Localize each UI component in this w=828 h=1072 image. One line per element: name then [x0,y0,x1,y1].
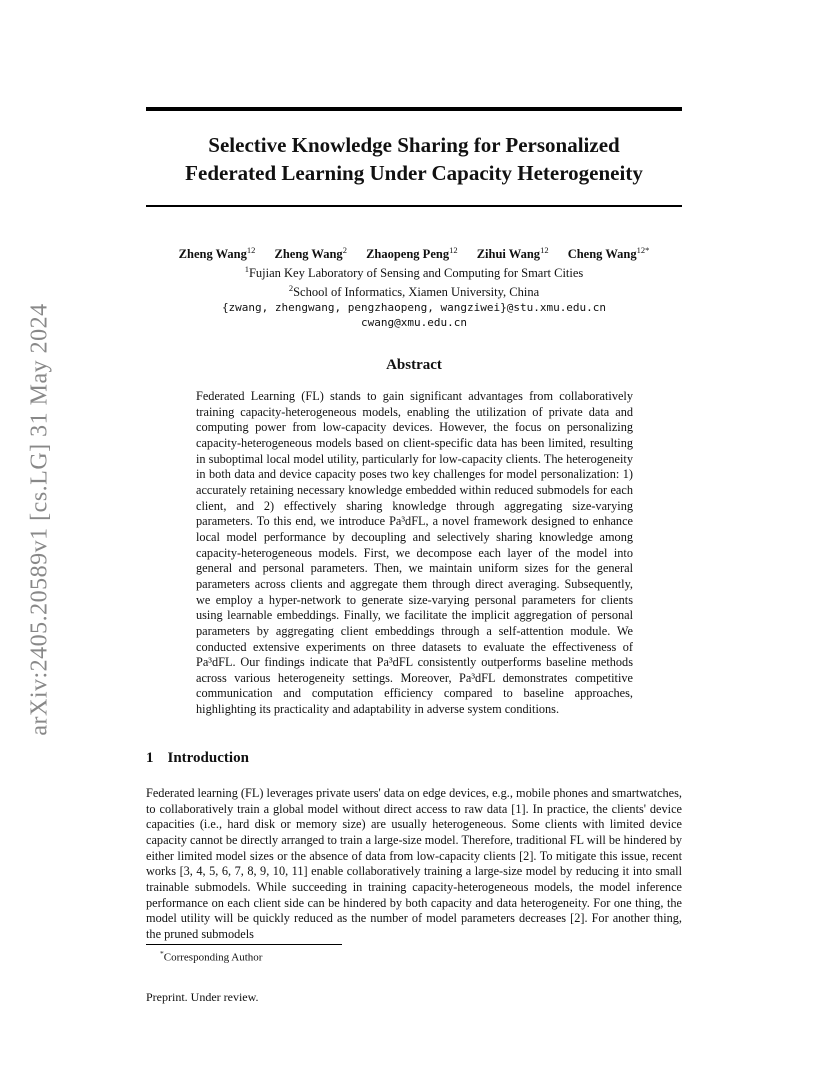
affiliation: $^1$Fujian Key Laboratory of Sensing and Computing for Smart Cities [244,264,584,281]
introduction-text: Federated learning (FL) leverages private users' data on edge devices, e.g., mobile phones and smartwatches, to collaboratively train a global model without direct access to raw data [1]. In practice, the clients' device capacities (i.e., hard disk or memory size) are usually heterogeneous. Some clients with limited device capacity cannot be directly arranged to train a large-size model. Therefore, traditional FL will be hindered by either limited model sizes or the absence of data from low-capacity clients [2]. To mitigate this issue, recent works [3, 4, 5, 6, 7, 8, 9, 10, 11] enable collaboratively training a large-size model by reducing it into small trainable submodels. While succeeding in training capacity-heterogeneous models, the model inference performance on each client side can be hindered by both capacity and data heterogeneity. For one thing, the model utility will be quickly reduced as the number of model parameters decreases [2]. For another thing, the pruned submodels [146,786,682,941]
arxiv-stamp-container [20,279,60,759]
author: Cheng Wang$^{12*}$ [567,245,650,262]
author-block [146,243,682,330]
author: Zhaopeng Peng$^{12}$ [366,245,458,262]
author: Zihui Wang$^{12}$ [476,245,549,262]
abstract-heading: Abstract [386,357,442,373]
section-title: Introduction [167,750,249,766]
footnote [160,949,262,964]
footnote-rule [146,944,342,945]
abstract-text: Federated Learning (FL) stands to gain significant advantages from collaboratively training capacity-heterogeneous models, enabling the utilization of private data and computing power from low-capacity devices. However, the focus on personalizing capacity-heterogeneous models based on client-specific data has been limited, resulting in suboptimal local model utility, particularly for low-capacity clients. The heterogeneity in both data and device capacity poses two key challenges for model personalization: 1) accurately retaining necessary knowledge embedded within reduced submodels for each client, and 2) effectively sharing knowledge through aggregating size-varying parameters. To this end, we introduce Pa³dFL, a novel framework designed to enhance local model performance by decoupling and selectively sharing knowledge among capacity-heterogeneous models. First, we decompose each layer of the model into general and personal parameters. Then, we maintain uniform sizes for the general parameters across clients and aggregate them through direct averaging. Subsequently, we employ a hyper-network to generate size-varying personal parameters for clients using learnable embeddings. Finally, we facilitate the implicit aggregation of personal parameters by aggregating client embeddings through a self-attention module. We conducted extensive experiments on three datasets to evaluate the effectiveness of Pa³dFL. Our findings indicate that Pa³dFL consistently outperforms baseline methods across various heterogeneity settings. Moreover, Pa³dFL demonstrates competitive communication and computation efficiency compared to baseline approaches, highlighting its practicality and adaptability in adverse system conditions. [196,389,633,717]
author-list [146,243,682,262]
affiliation: $^2$School of Informatics, Xiamen University, China [288,283,540,300]
section-heading-introduction [146,750,249,767]
paper-title [146,131,682,187]
email-list[interactable]: {zwang, zhengwang, pengzhaopeng, wangziwei}@stu.xmu.edu.cn [221,301,607,315]
preprint-notice: Preprint. Under review. [146,990,259,1004]
arxiv-stamp[interactable]: arXiv:2405.20589v1 [cs.LG] 31 May 2024 [26,302,53,736]
title-bottom-rule [146,205,682,207]
author: Zheng Wang$^{12}$ [178,245,256,262]
author: Zheng Wang$^2$ [274,245,347,262]
footnote-mark: * [160,949,164,958]
title-line-2: Federated Learning Under Capacity Heterogeneity [185,161,643,185]
title-line-1: Selective Knowledge Sharing for Personalized [208,133,620,157]
email-corresponding[interactable]: cwang@xmu.edu.cn [361,316,467,330]
section-number: 1 [146,750,154,766]
title-top-rule [146,107,682,111]
footnote-text: Corresponding Author [163,951,263,964]
